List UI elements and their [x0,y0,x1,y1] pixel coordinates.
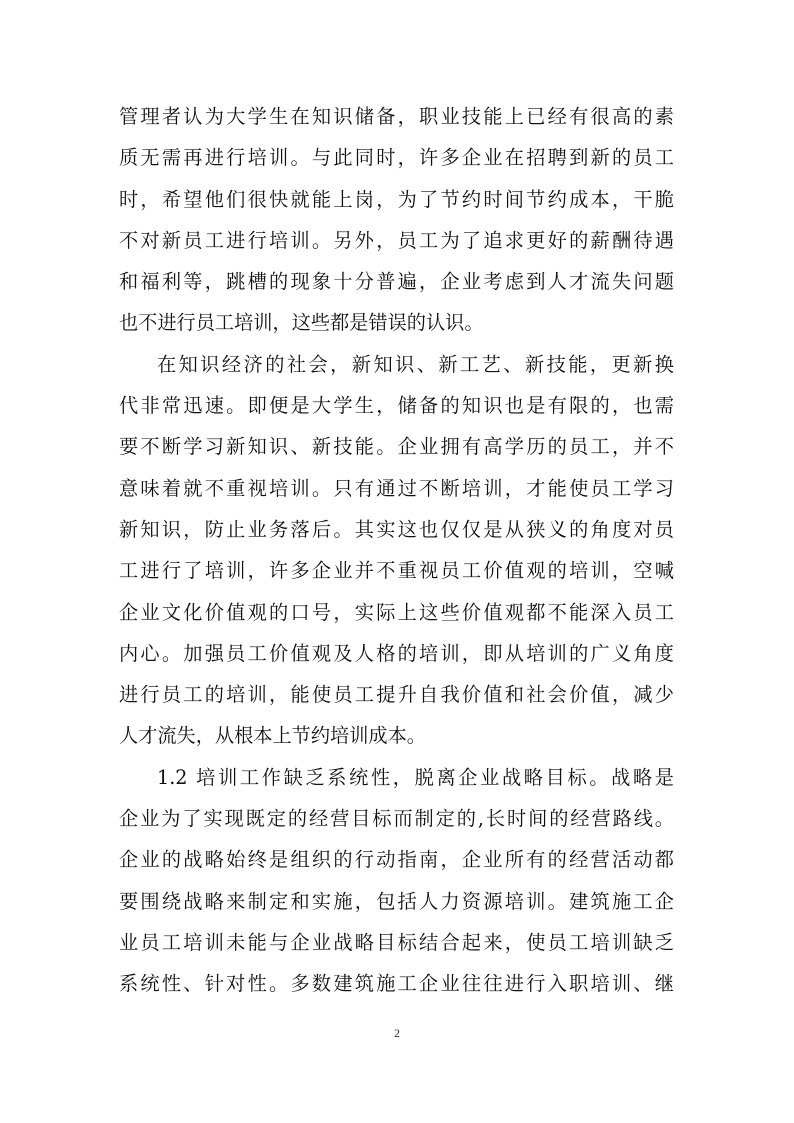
text-line: 系统性、针对性。多数建筑施工企业往往进行入职培训、继 [119,972,674,996]
text-line: 1.2 培训工作缺乏系统性，脱离企业战略目标。战略是 [157,765,674,789]
text-line: 管理者认为大学生在知识储备，职业技能上已经有很高的素 [119,105,674,128]
text-line: 企业文化价值观的口号，实际上这些价值观都不能深入员工 [119,600,674,624]
text-line: 企业为了实现既定的经营目标而制定的,长时间的经营路线。 [119,807,674,831]
document-body [119,96,674,1005]
text-line: 要围绕战略来制定和实施，包括人力资源培训。建筑施工企 [119,889,674,913]
text-line: 在知识经济的社会，新知识、新工艺、新技能，更新换 [157,352,674,376]
paragraph-3 [119,757,674,1005]
text-line: 内心。加强员工价值观及人格的培训，即从培训的广义角度 [119,641,674,665]
text-line: 意味着就不重视培训。只有通过不断培训，才能使员工学习 [119,476,674,500]
text-line: 人才流失，从根本上节约培训成本。 [119,724,426,748]
text-line: 不对新员工进行培训。另外，员工为了追求更好的薪酬待遇 [119,228,674,252]
text-line: 进行员工的培训，能使员工提升自我价值和社会价值，减少 [119,683,674,707]
page-number: 2 [394,1026,400,1040]
text-line: 时，希望他们很快就能上岗，为了节约时间节约成本，干脆 [119,187,674,211]
text-line: 企业的战略始终是组织的行动指南，企业所有的经营活动都 [119,848,674,872]
text-line: 要不断学习新知识、新技能。企业拥有高学历的员工，并不 [119,435,674,459]
text-line: 业员工培训未能与企业战略目标结合起来，使员工培训缺乏 [119,930,674,954]
text-line: 工进行了培训，许多企业并不重视员工价值观的培训，空喊 [119,559,674,583]
text-line: 新知识，防止业务落后。其实这也仅仅是从狭义的角度对员 [119,517,674,541]
text-line: 和福利等，跳槽的现象十分普遍，企业考虑到人才流失问题 [119,270,674,294]
text-line: 也不进行员工培训，这些都是错误的认识。 [119,311,484,335]
paragraph-2 [119,344,674,757]
paragraph-1 [119,96,674,344]
text-line: 质无需再进行培训。与此同时，许多企业在招聘到新的员工 [119,146,674,170]
text-line: 代非常迅速。即便是大学生，储备的知识也是有限的，也需 [119,394,674,418]
